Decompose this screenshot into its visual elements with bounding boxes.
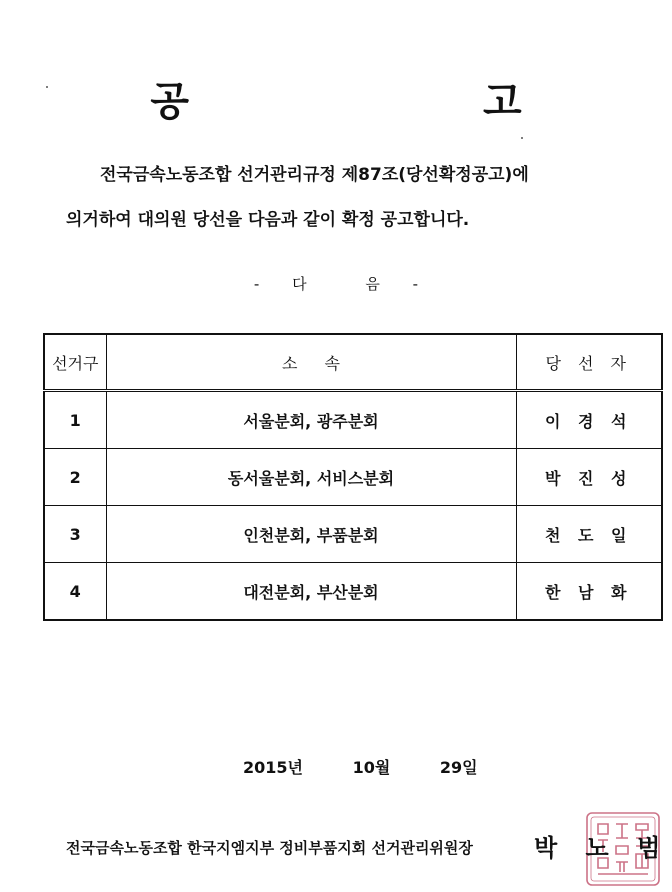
scan-speck — [521, 137, 523, 139]
separator-dash-left: - — [253, 275, 260, 293]
notice-title: 공 고 — [150, 79, 662, 125]
row-district: 3 — [44, 506, 106, 563]
header-district: 선거구 — [44, 334, 106, 391]
row-affiliation: 서울분회, 광주분회 — [106, 391, 516, 449]
table-row — [44, 449, 662, 506]
signer-organization: 전국금속노동조합 한국지엠지부 정비부품지회 선거관리위원장 — [66, 839, 473, 857]
row-district: 2 — [44, 449, 106, 506]
notice-body-line-2: 의거하여 대의원 당선을 다음과 같이 확정 공고합니다. — [66, 210, 470, 230]
row-district: 4 — [44, 563, 106, 621]
table-row — [44, 563, 662, 621]
section-separator — [0, 273, 672, 294]
notice-date — [243, 755, 478, 778]
row-affiliation: 인천분회, 부품분회 — [106, 506, 516, 563]
header-winner: 당 선 자 — [516, 334, 662, 391]
table-row — [44, 506, 662, 563]
row-district: 1 — [44, 391, 106, 449]
date-month: 10월 — [352, 758, 391, 777]
row-winner: 이 경 석 — [516, 391, 662, 449]
row-affiliation: 대전분회, 부산분회 — [106, 563, 516, 621]
date-year: 2015년 — [243, 758, 303, 777]
row-winner: 천 도 일 — [516, 506, 662, 563]
row-winner: 박 진 성 — [516, 449, 662, 506]
row-affiliation: 동서울분회, 서비스분회 — [106, 449, 516, 506]
separator-dash-right: - — [412, 275, 419, 293]
table-row — [44, 391, 662, 449]
date-day: 29일 — [439, 758, 478, 777]
separator-eum: 음 — [365, 275, 380, 293]
election-results-table — [43, 333, 663, 621]
separator-da: 다 — [292, 275, 307, 293]
signer-name: 박 노 범 — [534, 834, 671, 862]
row-winner: 한 남 화 — [516, 563, 662, 621]
header-affiliation: 소 속 — [106, 334, 516, 391]
notice-body-line-1: 전국금속노동조합 선거관리규정 제87조(당선확정공고)에 — [100, 165, 529, 185]
table-header-row — [44, 334, 662, 391]
